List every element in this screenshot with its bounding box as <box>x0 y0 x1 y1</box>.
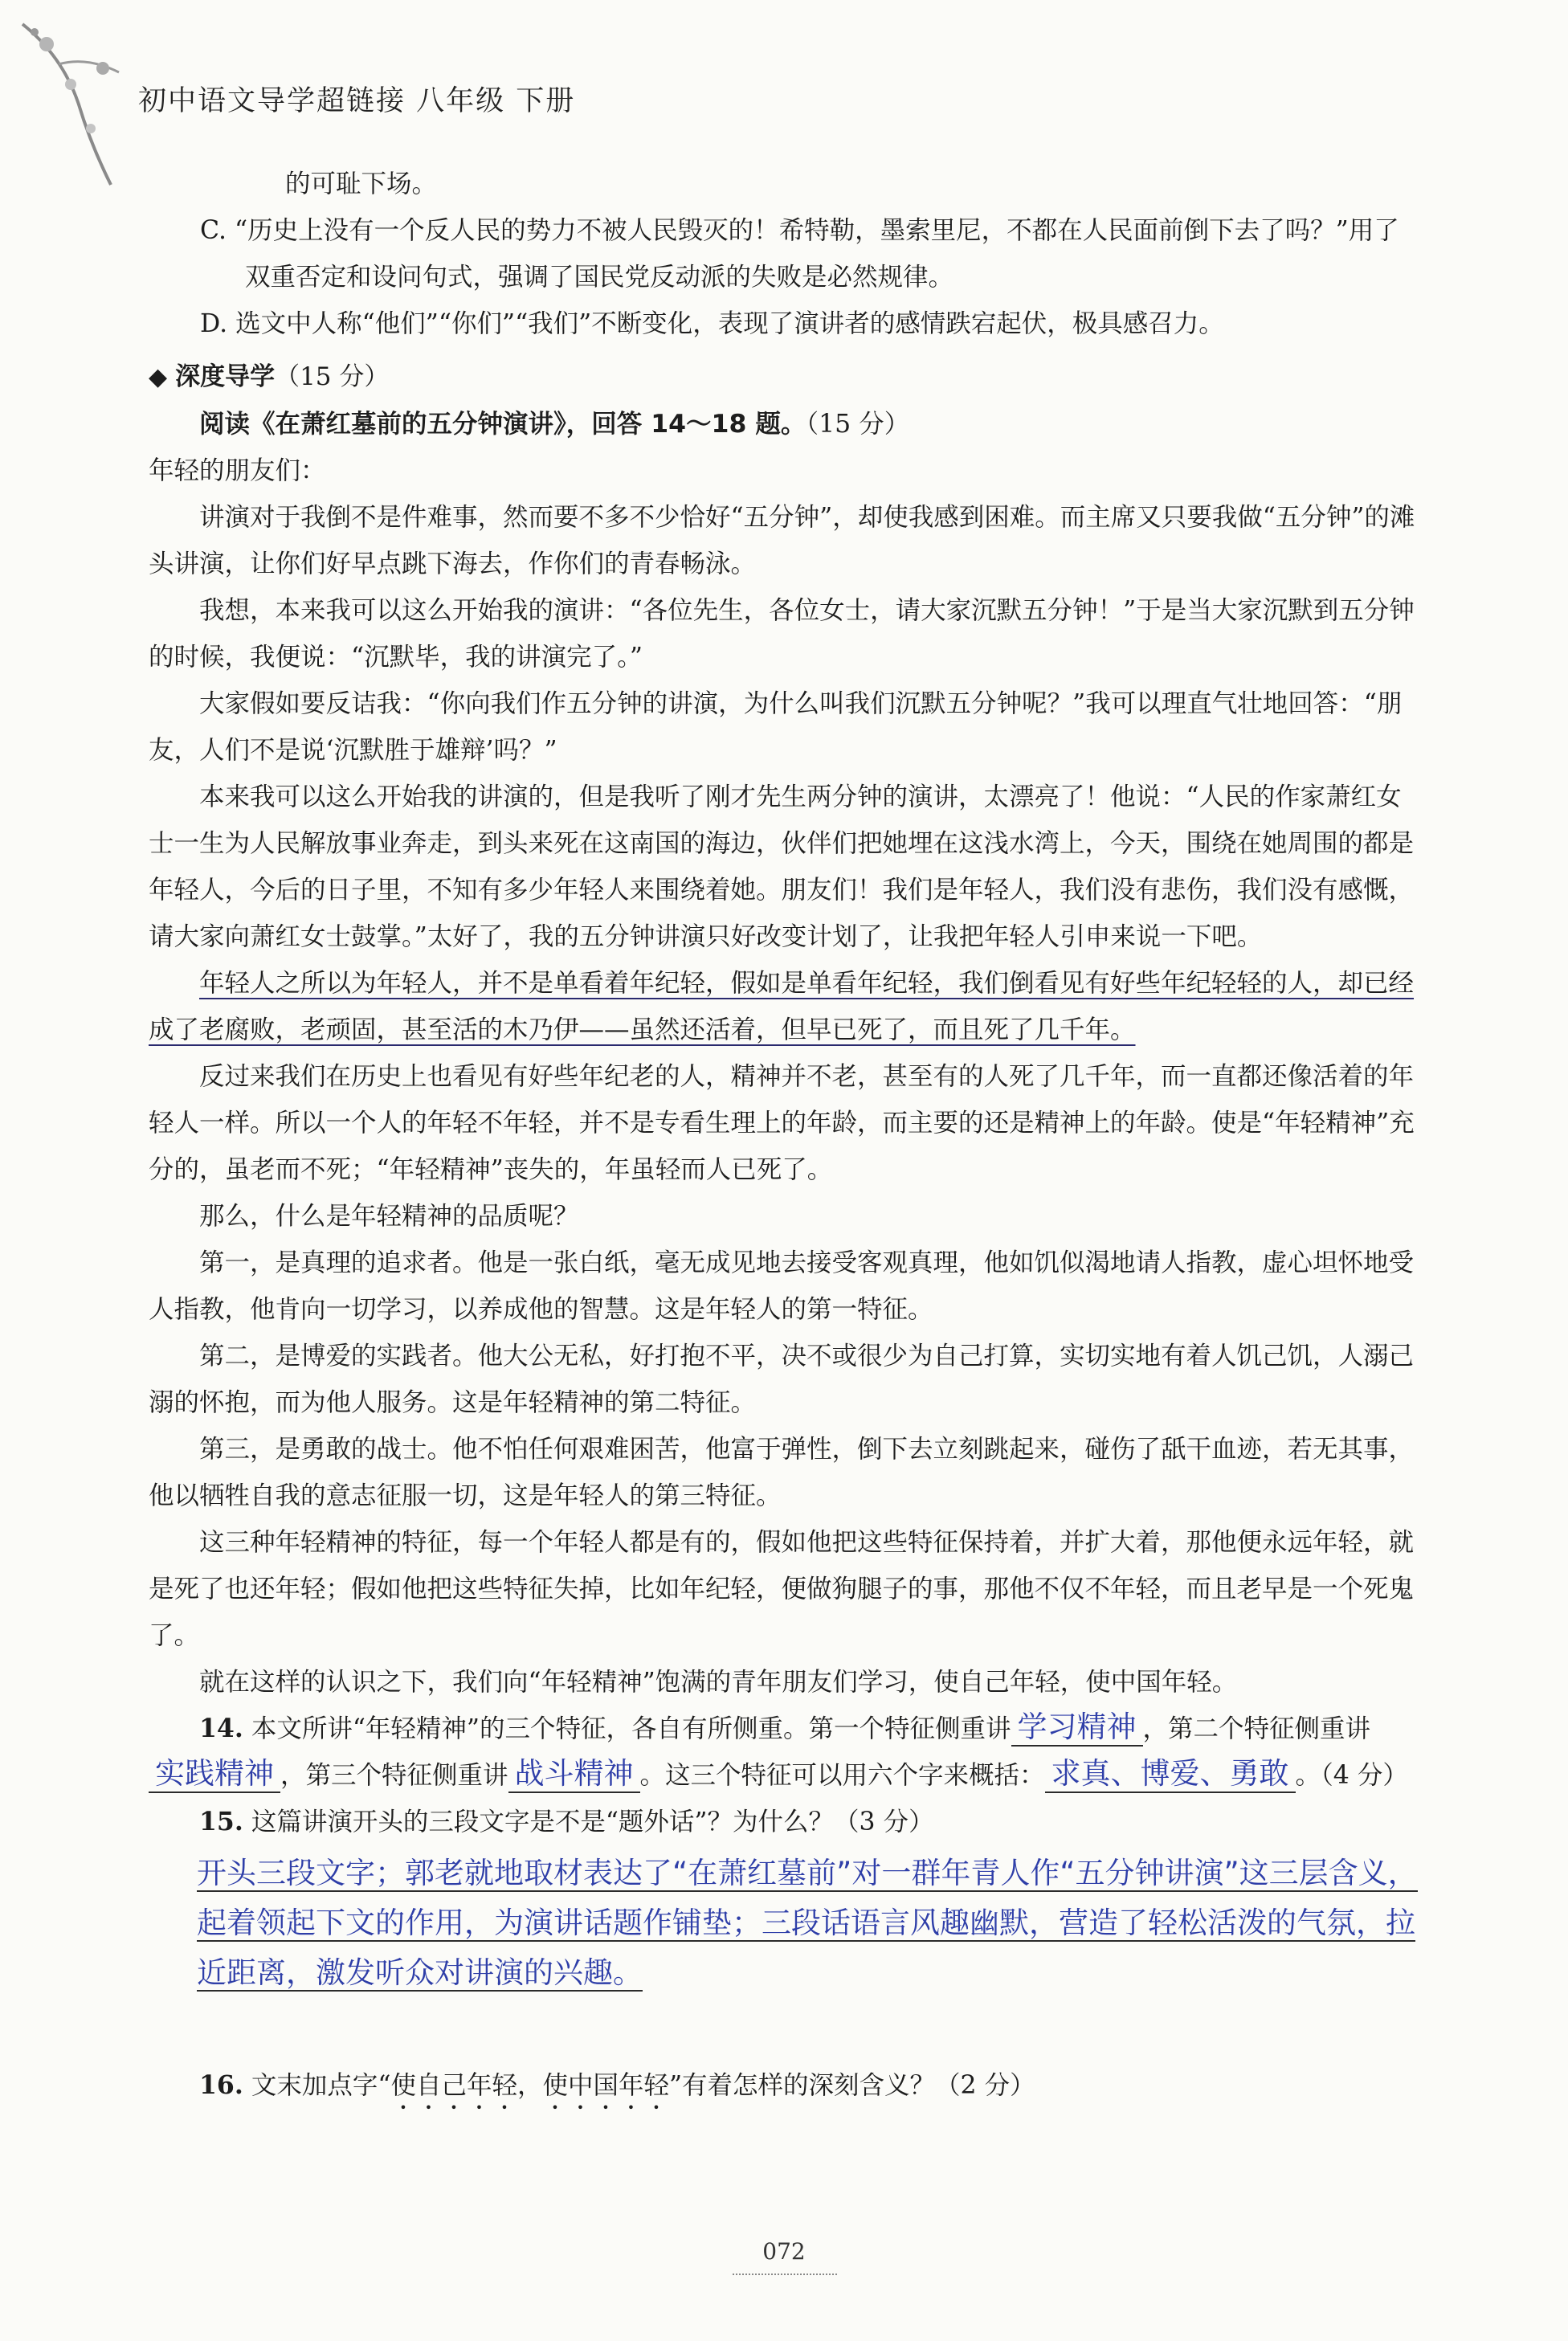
passage-paragraph-underlined: 年轻人之所以为年轻人，并不是单看着年纪轻，假如是单看年纪轻，我们倒看见有好些年纪轻轻的人，却已经成了老腐败，老顽固，甚至活的木乃伊——虽然还活着，但早已死了，而且死了几千年。 <box>149 969 1415 1044</box>
page-content <box>149 161 1424 2115</box>
plum-blossom-decoration <box>14 8 135 193</box>
page-number-divider <box>733 2274 837 2275</box>
question-number: 15. <box>199 1807 243 1836</box>
question-number: 14. <box>199 1714 243 1743</box>
passage-paragraph: 讲演对于我倒不是件难事，然而要不多不少恰好“五分钟”，却使我感到困难。而主席又只要我做“五分钟”的滩头讲演，让你们好早点跳下海去，作你们的青春畅泳。 <box>149 503 1415 578</box>
option-c: C. “历史上没有一个反人民的势力不被人民毁灭的！希特勒，墨索里尼，不都在人民面前倒下去了吗？”用了双重否定和设问句式，强调了国民党反动派的失败是必然规律。 <box>200 216 1399 292</box>
answer-blank[interactable]: 实践精神 <box>149 1756 280 1793</box>
diamond-icon: ◆ <box>149 363 168 391</box>
passage-paragraph: 大家假如要反诘我：“你向我们作五分钟的讲演，为什么叫我们沉默五分钟呢？”我可以理直气壮地回答：“朋友，人们不是说‘沉默胜于雄辩’吗？” <box>149 689 1403 765</box>
option-d: D. 选文中人称“他们”“你们”“我们”不断变化，表现了演讲者的感情跌宕起伏，极具感召力。 <box>200 309 1224 338</box>
passage-paragraph: 反过来我们在历史上也看见有好些年纪老的人，精神并不老，甚至有的人死了几千年，而一直都还像活着的年轻人一样。所以一个人的年轻不年轻，并不是专看生理上的年龄，而主要的还是精神上的年龄。使是“年轻精神”充分的，虽老而不死；“年轻精神”丧失的，年虽轻而人已死了。 <box>149 1062 1415 1184</box>
passage-paragraph: 本来我可以这么开始我的讲演的，但是我听了刚才先生两分钟的演讲，太漂亮了！他说：“人民的作家萧红女士一生为人民解放事业奔走，到头来死在这南国的海边，伙伴们把她埋在这浅水湾上，今天，围绕在她周围的都是年轻人，今后的日子里，不知有多少年轻人来围绕着她。朋友们！我们是年轻人，我们没有悲伤，我们没有感慨，请大家向萧红女士鼓掌。”太好了，我的五分钟讲演只好改变计划了，让我把年轻人引申来说一下吧。 <box>149 782 1415 951</box>
option-b-continuation: 的可耻下场。 <box>285 170 438 198</box>
page-number: 072 <box>762 2238 806 2265</box>
passage-paragraph: 第三，是勇敢的战士。他不怕任何艰难困苦，他富于弹性，倒下去立刻跳起来，碰伤了舐干血迹，若无其事，他以牺牲自我的意志征服一切，这是年轻人的第三特征。 <box>149 1435 1415 1510</box>
passage-paragraph: 我想，本来我可以这么开始我的演讲：“各位先生，各位女士，请大家沉默五分钟！”于是当大家沉默到五分钟的时候，我便说：“沉默毕，我的讲演完了。” <box>149 596 1415 672</box>
passage-paragraph: 就在这样的认识之下，我们向“年轻精神”饱满的青年朋友们学习，使自己年轻，使中国年轻。 <box>199 1668 1238 1697</box>
passage-paragraph: 那么，什么是年轻精神的品质呢？ <box>199 1202 579 1231</box>
question-15: 15. 这篇讲演开头的三段文字是不是“题外话”？为什么？（3 分） <box>199 1807 934 1836</box>
passage-paragraph: 第一，是真理的追求者。他是一张白纸，毫无成见地去接受客观真理，他如饥似渴地请人指教，虚心坦怀地受人指教，他肯向一切学习，以养成他的智慧。这是年轻人的第一特征。 <box>149 1248 1415 1324</box>
reading-instruction: 阅读《在萧红墓前的五分钟演讲》，回答 14～18 题。（15 分） <box>199 410 910 439</box>
answer-blank[interactable]: 求真、博爱、勇敢 <box>1045 1756 1296 1793</box>
dotted-phrase: 使自己年轻，使中国年轻 <box>390 2071 669 2100</box>
handwritten-answer[interactable]: 开头三段文字；郭老就地取材表达了“在萧红墓前”对一群年青人作“五分钟讲演”这三层含义，起着领起下文的作用，为演讲话题作铺垫；三段话语言风趣幽默，营造了轻松活泼的气氛，拉近距离，激发听众对讲演的兴趣。 <box>197 1856 1418 1990</box>
passage-paragraph: 这三种年轻精神的特征，每一个年轻人都是有的，假如他把这些特征保持着，并扩大着，那他便永远年轻，就是死了也还年轻；假如他把这些特征失掉，比如年纪轻，便做狗腿子的事，那他不仅不年轻，而且老早是一个死鬼了。 <box>149 1528 1415 1650</box>
book-title-header: 初中语文导学超链接 八年级 下册 <box>138 85 576 117</box>
question-16: 16. 文末加点字“使自己年轻，使中国年轻”有着怎样的深刻含义？（2 分） <box>199 2070 1035 2100</box>
question-number: 16. <box>199 2070 243 2100</box>
question-14: 14. 本文所讲“年轻精神”的三个特征，各自有所侧重。第一个特征侧重讲 学习精神 ，第二个特征侧重讲实践精神 ，第三个特征侧重讲 战斗精神 。这三个特征可以用六个字来概括： 求真、博爱、勇敢 。（4 分） <box>149 1706 1424 1799</box>
passage-greeting: 年轻的朋友们： <box>149 456 326 485</box>
answer-blank[interactable]: 战斗精神 <box>508 1756 640 1793</box>
passage-paragraph: 第二，是博爱的实践者。他大公无私，好打抱不平，决不或很少为自己打算，实切实地有着人饥己饥，人溺己溺的怀抱，而为他人服务。这是年轻精神的第二特征。 <box>149 1342 1415 1417</box>
section-heading: ◆ 深度导学（15 分） <box>149 353 1424 401</box>
answer-blank[interactable]: 学习精神 <box>1011 1710 1143 1747</box>
